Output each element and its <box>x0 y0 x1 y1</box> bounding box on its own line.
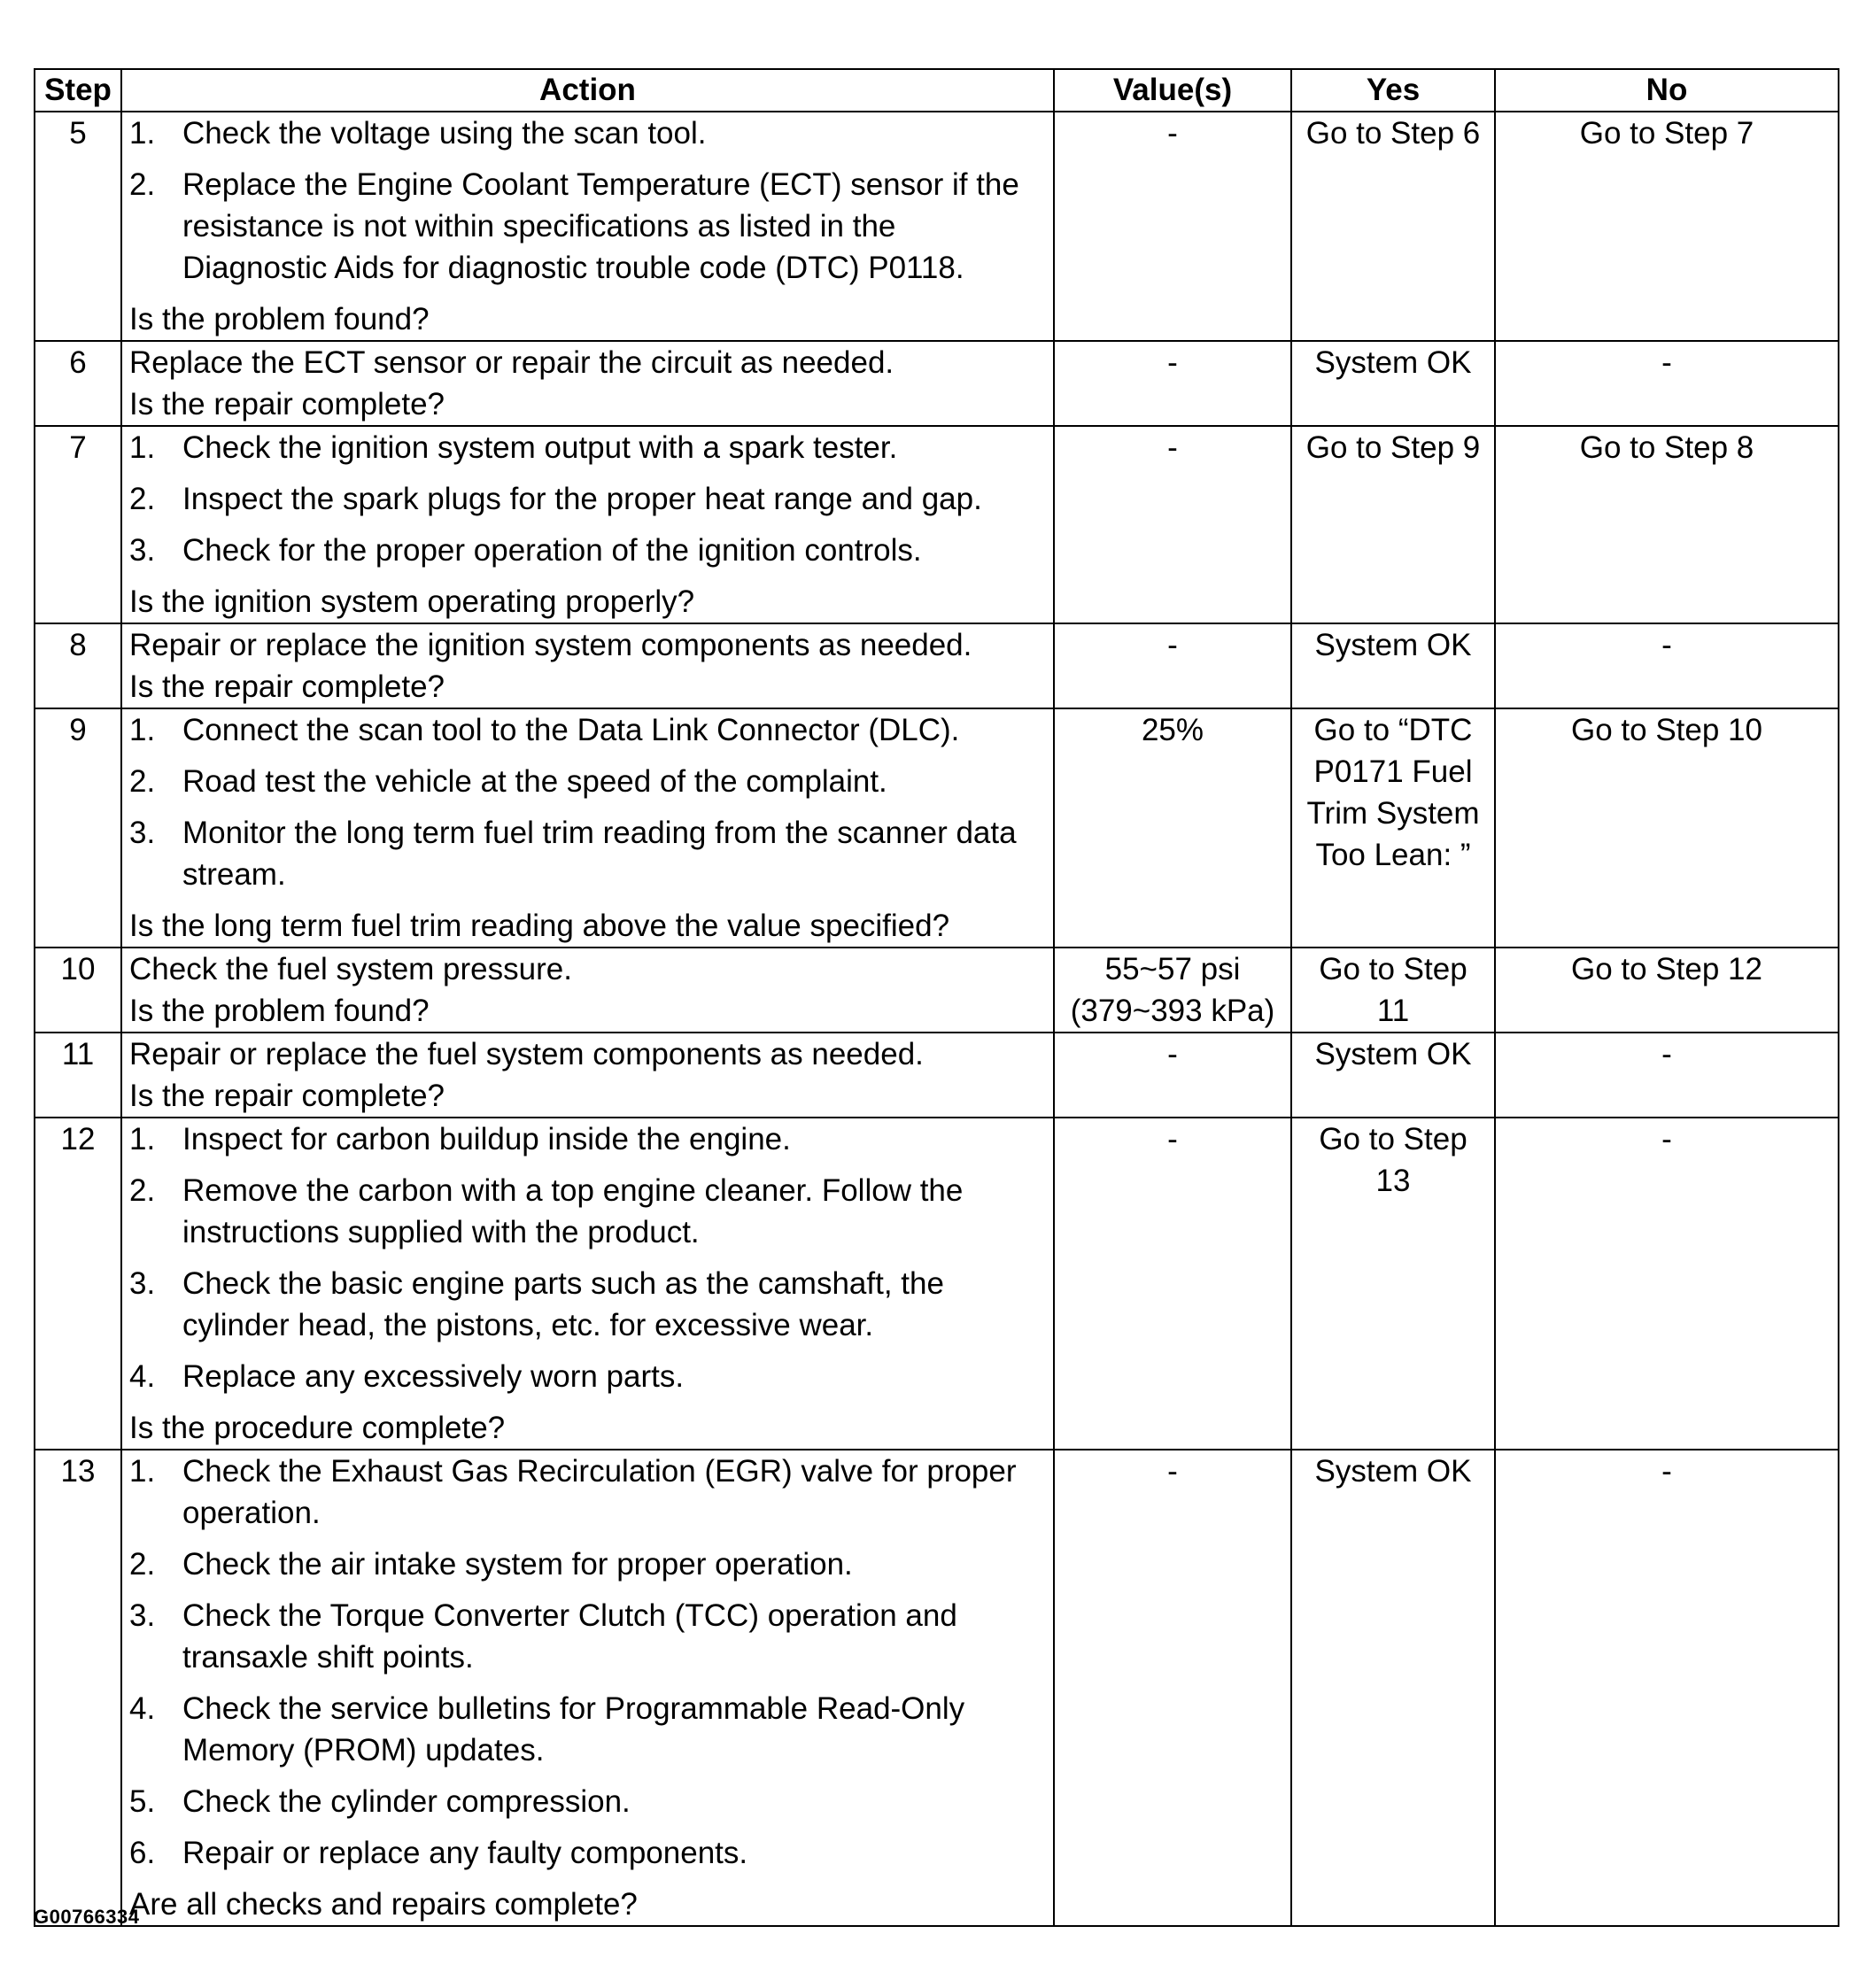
action-step-text: Replace the Engine Coolant Temperature (ECT) sensor if the resistance is not within specifications as listed in the Diagnostic Aids for diagnostic trouble code (DTC) P0118. <box>182 167 1019 285</box>
step-cell: 5 <box>35 112 121 341</box>
action-cell <box>121 112 1054 341</box>
step-cell: 12 <box>35 1118 121 1450</box>
action-step-text: Check the Exhaust Gas Recirculation (EGR) valve for proper operation. <box>182 1454 1017 1530</box>
table-row <box>35 112 1839 341</box>
action-text: Replace the ECT sensor or repair the circuit as needed. <box>129 345 894 380</box>
action-step-number: 1. <box>129 713 156 747</box>
action-cell <box>121 341 1054 426</box>
step-cell: 10 <box>35 948 121 1033</box>
action-text: Repair or replace the fuel system components as needed. <box>129 1037 924 1071</box>
action-step <box>129 1263 1046 1346</box>
action-step-text: Remove the carbon with a top engine cleaner. Follow the instructions supplied with the product. <box>182 1173 964 1249</box>
action-step <box>129 709 1046 751</box>
no-cell: Go to Step 12 <box>1495 948 1839 1033</box>
action-steps <box>129 1118 1046 1397</box>
table-row <box>35 1118 1839 1450</box>
action-step-number: 3. <box>129 1266 156 1301</box>
header-row <box>35 69 1839 112</box>
step-cell: 6 <box>35 341 121 426</box>
action-step-text: Check the service bulletins for Programmable Read-Only Memory (PROM) updates. <box>182 1691 965 1768</box>
action-step-text: Check the Torque Converter Clutch (TCC) operation and transaxle shift points. <box>182 1598 957 1675</box>
header-action: Action <box>121 69 1054 112</box>
action-question: Is the problem found? <box>129 994 430 1028</box>
action-step <box>129 530 1046 571</box>
yes-cell: System OK <box>1291 341 1495 426</box>
action-question: Is the repair complete? <box>129 669 445 704</box>
action-cell <box>121 948 1054 1033</box>
value-cell: - <box>1054 623 1291 708</box>
action-step-text: Check the air intake system for proper operation. <box>182 1547 853 1582</box>
table-row <box>35 341 1839 426</box>
action-question: Is the problem found? <box>129 302 430 336</box>
action-step-text: Replace any excessively worn parts. <box>182 1359 685 1394</box>
yes-cell: Go to Step 13 <box>1291 1118 1495 1450</box>
no-cell: Go to Step 10 <box>1495 708 1839 948</box>
action-question: Are all checks and repairs complete? <box>129 1887 638 1922</box>
action-step-text: Inspect for carbon buildup inside the engine. <box>182 1122 791 1156</box>
action-step-number: 3. <box>129 1598 156 1633</box>
action-question: Is the procedure complete? <box>129 1411 506 1445</box>
table-body <box>35 112 1839 1926</box>
action-cell <box>121 1450 1054 1926</box>
action-step <box>129 1543 1046 1585</box>
action-step <box>129 1832 1046 1874</box>
header-no: No <box>1495 69 1839 112</box>
step-cell: 9 <box>35 708 121 948</box>
step-cell: 13 <box>35 1450 121 1926</box>
figure-id: G00766334 <box>34 1906 140 1928</box>
action-step-number: 2. <box>129 1173 156 1208</box>
action-step-number: 3. <box>129 533 156 568</box>
action-question: Is the ignition system operating properly? <box>129 584 695 619</box>
value-cell: - <box>1054 341 1291 426</box>
table-row <box>35 948 1839 1033</box>
yes-cell: System OK <box>1291 623 1495 708</box>
action-step <box>129 1118 1046 1160</box>
no-cell: - <box>1495 623 1839 708</box>
header-step: Step <box>35 69 121 112</box>
value-cell: - <box>1054 112 1291 341</box>
no-cell: Go to Step 7 <box>1495 112 1839 341</box>
action-text: Repair or replace the ignition system components as needed. <box>129 628 972 662</box>
action-cell <box>121 1033 1054 1118</box>
action-step-number: 2. <box>129 167 156 202</box>
action-step-number: 1. <box>129 116 156 151</box>
table-row <box>35 623 1839 708</box>
step-cell: 7 <box>35 426 121 623</box>
value-cell: - <box>1054 1033 1291 1118</box>
action-step-number: 2. <box>129 1547 156 1582</box>
table-row <box>35 426 1839 623</box>
action-step-text: Monitor the long term fuel trim reading from the scanner data stream. <box>182 816 1017 892</box>
action-step <box>129 1356 1046 1397</box>
action-step <box>129 1688 1046 1771</box>
action-step-text: Check for the proper operation of the ignition controls. <box>182 533 922 568</box>
action-step <box>129 427 1046 468</box>
no-cell: - <box>1495 341 1839 426</box>
action-step <box>129 112 1046 154</box>
action-cell <box>121 426 1054 623</box>
step-cell: 8 <box>35 623 121 708</box>
value-cell: 25% <box>1054 708 1291 948</box>
yes-cell: System OK <box>1291 1033 1495 1118</box>
value-cell: 55~57 psi (379~393 kPa) <box>1054 948 1291 1033</box>
action-step-number: 3. <box>129 816 156 850</box>
action-step <box>129 812 1046 895</box>
action-step <box>129 1595 1046 1678</box>
action-steps <box>129 112 1046 289</box>
no-cell: - <box>1495 1450 1839 1926</box>
action-question: Is the repair complete? <box>129 1079 445 1113</box>
action-step-number: 1. <box>129 1122 156 1156</box>
action-step <box>129 478 1046 520</box>
action-step-text: Connect the scan tool to the Data Link Connector (DLC). <box>182 713 960 747</box>
value-cell: - <box>1054 1450 1291 1926</box>
action-steps <box>129 427 1046 571</box>
action-cell <box>121 1118 1054 1450</box>
action-step-text: Inspect the spark plugs for the proper heat range and gap. <box>182 482 982 516</box>
action-step-text: Check the ignition system output with a spark tester. <box>182 430 898 465</box>
action-step <box>129 1450 1046 1534</box>
step-cell: 11 <box>35 1033 121 1118</box>
action-step <box>129 164 1046 289</box>
action-step-text: Check the voltage using the scan tool. <box>182 116 707 151</box>
action-question: Is the repair complete? <box>129 387 445 422</box>
diagnostic-table <box>34 68 1839 1927</box>
action-step-number: 2. <box>129 764 156 799</box>
no-cell: - <box>1495 1033 1839 1118</box>
table-row <box>35 1450 1839 1926</box>
yes-cell: Go to Step 11 <box>1291 948 1495 1033</box>
action-question: Is the long term fuel trim reading above the value specified? <box>129 909 950 943</box>
action-cell <box>121 623 1054 708</box>
action-step <box>129 1170 1046 1253</box>
yes-cell: Go to Step 6 <box>1291 112 1495 341</box>
header-yes: Yes <box>1291 69 1495 112</box>
action-step-number: 4. <box>129 1691 156 1726</box>
value-cell: - <box>1054 1118 1291 1450</box>
action-cell <box>121 708 1054 948</box>
action-steps <box>129 709 1046 895</box>
action-text: Check the fuel system pressure. <box>129 952 572 986</box>
yes-cell: System OK <box>1291 1450 1495 1926</box>
table-row <box>35 1033 1839 1118</box>
action-steps <box>129 1450 1046 1874</box>
action-step-text: Check the basic engine parts such as the camshaft, the cylinder head, the pistons, etc. for excessive wear. <box>182 1266 944 1342</box>
header-values: Value(s) <box>1054 69 1291 112</box>
no-cell: - <box>1495 1118 1839 1450</box>
action-step-number: 2. <box>129 482 156 516</box>
action-step <box>129 1781 1046 1822</box>
value-cell: - <box>1054 426 1291 623</box>
action-step-number: 1. <box>129 1454 156 1489</box>
action-step-text: Repair or replace any faulty components. <box>182 1836 748 1870</box>
action-step <box>129 761 1046 802</box>
action-step-number: 5. <box>129 1784 156 1819</box>
no-cell: Go to Step 8 <box>1495 426 1839 623</box>
action-step-text: Road test the vehicle at the speed of the complaint. <box>182 764 887 799</box>
table-row <box>35 708 1839 948</box>
yes-cell: Go to “DTC P0171 Fuel Trim System Too Lean: ” <box>1291 708 1495 948</box>
action-step-number: 6. <box>129 1836 156 1870</box>
yes-cell: Go to Step 9 <box>1291 426 1495 623</box>
action-step-number: 4. <box>129 1359 156 1394</box>
action-step-number: 1. <box>129 430 156 465</box>
action-step-text: Check the cylinder compression. <box>182 1784 631 1819</box>
